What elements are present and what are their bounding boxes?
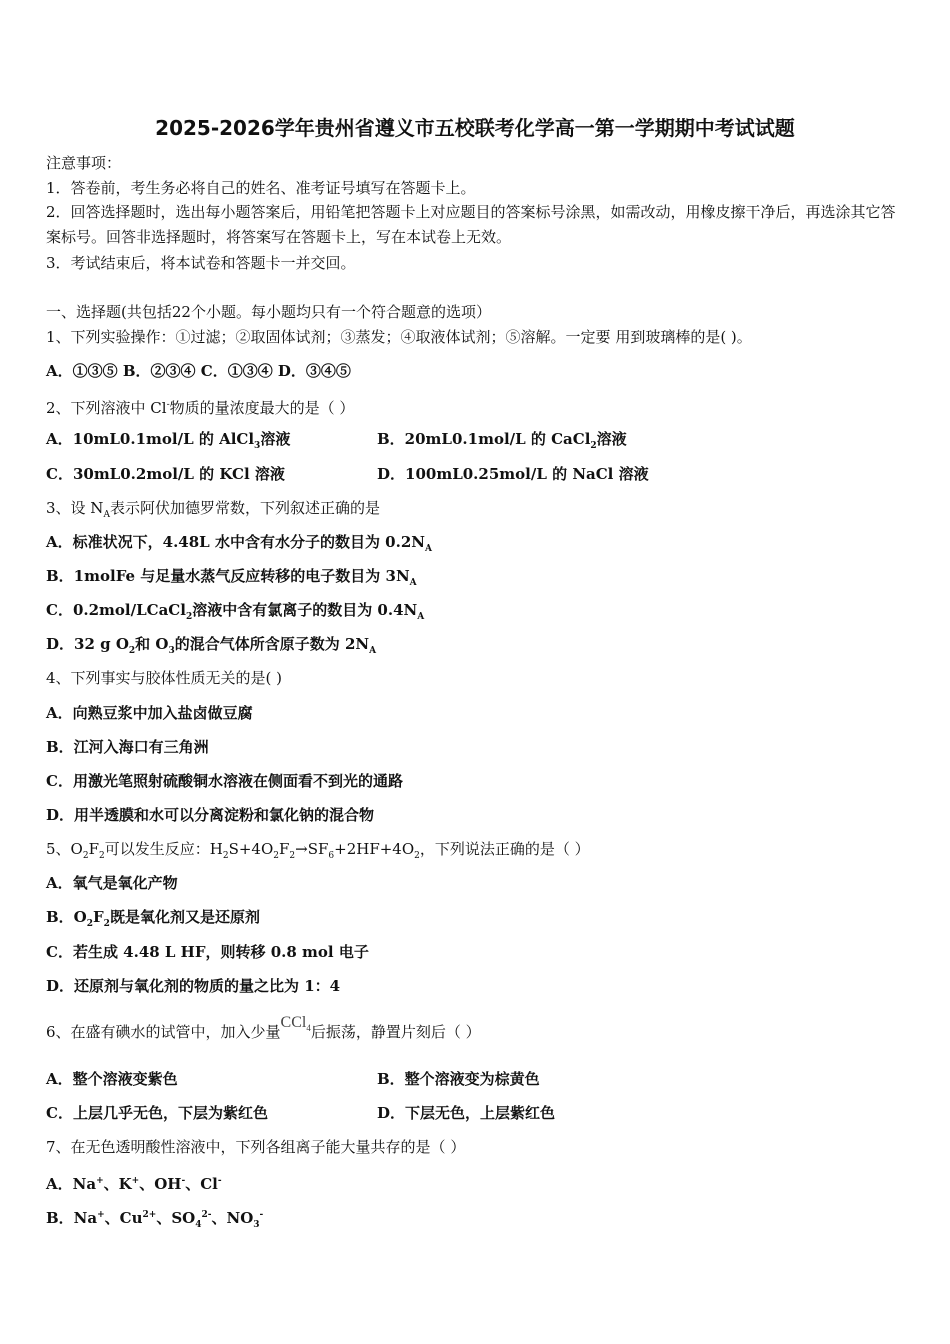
notice-heading: 注意事项： bbox=[46, 154, 122, 172]
question-4-option-a: A．向熟豆浆中加入盐卤做豆腐 bbox=[46, 704, 253, 722]
ccl4-formula: CCl$_4$ bbox=[280, 1014, 311, 1034]
question-4-option-b: B．江河入海口有三角洲 bbox=[46, 738, 209, 756]
section-heading: 一、选择题(共包括22个小题。每小题均只有一个符合题意的选项） bbox=[46, 303, 491, 321]
question-5-stem: 5、$O_2F_2$可以发生反应：$H_2S+4O_2F_2\to SF_6+2HF+4O_2$，下列说法正确的是（ ） bbox=[46, 840, 590, 861]
question-3-option-d: D．32 g $O_2$和 $O_3$的混合气体所含原子数为 $2N_A$ bbox=[46, 635, 377, 656]
question-2-stem: 2、下列溶液中 Cl-物质的量浓度最大的是（ ） bbox=[46, 399, 355, 417]
question-4-option-c: C．用激光笔照射硫酸铜水溶液在侧面看不到光的通路 bbox=[46, 772, 403, 790]
question-6-option-a: A．整个溶液变紫色 bbox=[46, 1070, 178, 1088]
question-7-stem: 7、在无色透明酸性溶液中，下列各组离子能大量共存的是（ ） bbox=[46, 1138, 466, 1156]
question-6-option-d: D．下层无色，上层紫红色 bbox=[377, 1104, 556, 1122]
question-4-stem: 4、下列事实与胶体性质无关的是( ) bbox=[46, 669, 283, 687]
question-5-option-c: C．若生成 4.48 L HF，则转移 0.8 mol 电子 bbox=[46, 943, 369, 961]
question-2-option-a: A．10mL0.1mol/L 的 AlCl$_3$溶液 bbox=[46, 430, 291, 451]
notice-item-1: 1．答卷前，考生务必将自己的姓名、准考证号填写在答题卡上。 bbox=[46, 179, 476, 197]
question-2-option-d: D．100mL0.25mol/L 的 NaCl 溶液 bbox=[377, 465, 649, 483]
question-7-option-a: A．Na+、K+、OH-、Cl- bbox=[46, 1175, 222, 1193]
question-3-stem: 3、设 $N_A$表示阿伏加德罗常数，下列叙述正确的是 bbox=[46, 499, 380, 520]
question-3-option-a: A．标准状况下，4.48L 水中含有水分子的数目为 $0.2N_A$ bbox=[46, 533, 432, 554]
question-3-option-b: B．1molFe 与足量水蒸气反应转移的电子数目为 $3N_A$ bbox=[46, 567, 417, 588]
question-2-option-b: B．20mL0.1mol/L 的 CaCl$_2$溶液 bbox=[377, 430, 627, 451]
question-6-option-c: C．上层几乎无色，下层为紫红色 bbox=[46, 1104, 268, 1122]
question-1-options: A．①③⑤ B．②③④ C．①③④ D．③④⑤ bbox=[46, 362, 351, 380]
question-5-option-a: A．氧气是氧化产物 bbox=[46, 874, 178, 892]
page-title: 2025-2026学年贵州省遵义市五校联考化学高一第一学期期中考试试题 bbox=[155, 116, 795, 140]
question-5-option-b: B．$O_2F_2$既是氧化剂又是还原剂 bbox=[46, 908, 260, 929]
notice-item-3: 3．考试结束后，将本试卷和答题卡一并交回。 bbox=[46, 254, 356, 272]
question-6-stem: 6、在盛有碘水的试管中，加入少量CCl$_4$后振荡，静置片刻后（ ） bbox=[46, 1014, 481, 1041]
question-2-option-c: C．30mL0.2mol/L 的 KCl 溶液 bbox=[46, 465, 285, 483]
notice-item-2: 2．回答选择题时，选出每小题答案后，用铅笔把答题卡上对应题目的答案标号涂黑，如需改动，用橡皮擦干净后，再选涂其它答案标号。回答非选择题时，将答案写在答题卡上，写在本试卷上无效。 bbox=[46, 203, 896, 246]
question-1-stem: 1、下列实验操作：①过滤；②取固体试剂；③蒸发；④取液体试剂；⑤溶解。一定要 用到玻璃棒的是( )。 bbox=[46, 328, 752, 346]
question-7-option-b: B．Na+、$Cu^{2+}$、$SO_4^{2-}$、$NO_3^-$ bbox=[46, 1209, 264, 1230]
question-5-option-d: D．还原剂与氧化剂的物质的量之比为 1：4 bbox=[46, 977, 341, 995]
question-6-option-b: B．整个溶液变为棕黄色 bbox=[377, 1070, 540, 1088]
question-4-option-d: D．用半透膜和水可以分离淀粉和氯化钠的混合物 bbox=[46, 806, 375, 824]
question-3-option-c: C．0.2mol/LCaCl$_2$溶液中含有氯离子的数目为 $0.4N_A$ bbox=[46, 601, 425, 622]
